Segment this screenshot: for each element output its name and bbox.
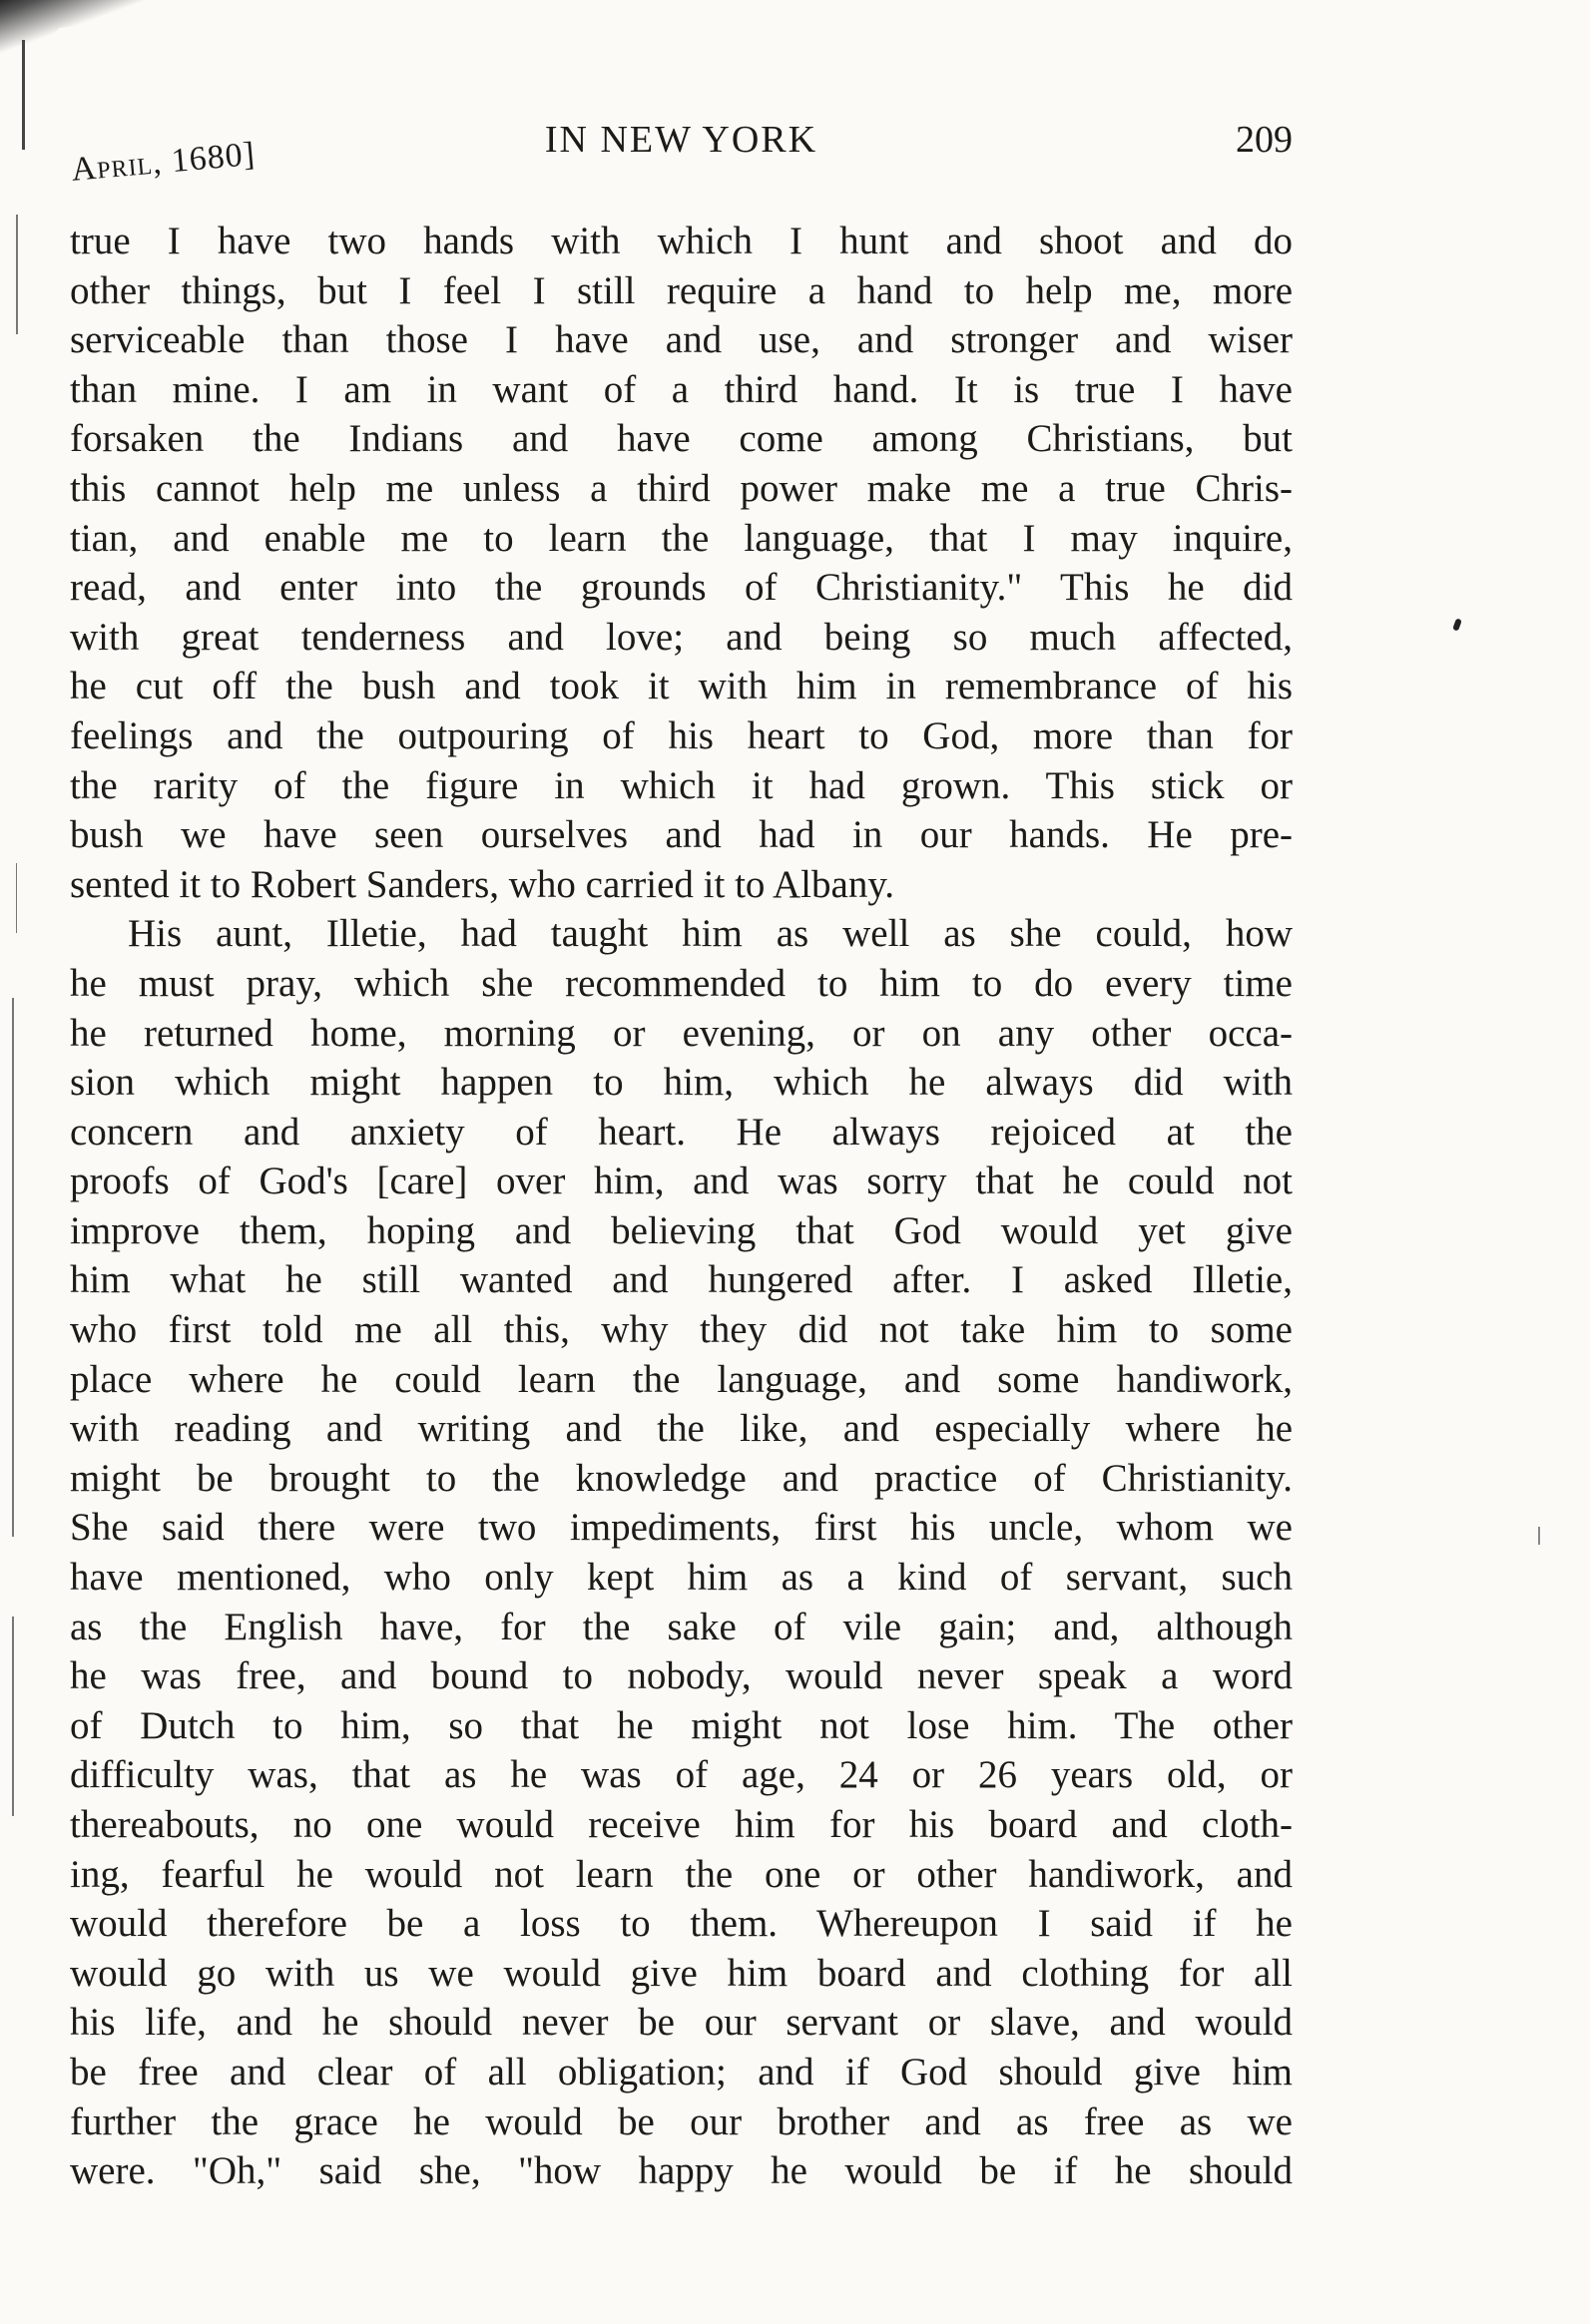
text-line: who first told me all this, why they did not take him to some	[70, 1308, 1293, 1352]
text-line: sented it to Robert Sanders, who carried it to Albany.	[70, 862, 895, 906]
text-line: forsaken the Indians and have come among Christians, but	[70, 417, 1293, 461]
text-line: he returned home, morning or evening, or on any other occa-	[70, 1011, 1293, 1055]
text-line: place where he could learn the language, and some handiwork,	[70, 1357, 1293, 1401]
text-line: his life, and he should never be our servant or slave, and would	[70, 2001, 1293, 2045]
ink-speck	[1452, 618, 1462, 631]
text-line: he was free, and bound to nobody, would never speak a word	[70, 1654, 1293, 1698]
running-head-title: IN NEW YORK	[544, 119, 818, 161]
scan-mark	[1538, 1527, 1540, 1545]
text-line: be free and clear of all obligation; and if God should give him	[70, 2050, 1293, 2093]
text-line: concern and anxiety of heart. He always rejoiced at the	[70, 1110, 1293, 1154]
text-line: proofs of God's [care] over him, and was sorry that he could not	[70, 1160, 1293, 1203]
text-line: he cut off the bush and took it with him in remembrance of his	[70, 665, 1293, 708]
text-line: as the English have, for the sake of vile gain; and, although	[70, 1605, 1293, 1648]
scan-corner-shadow	[0, 0, 299, 70]
text-line: tian, and enable me to learn the language, that I may inquire,	[70, 516, 1293, 560]
text-line: serviceable than those I have and use, and stronger and wiser	[70, 318, 1293, 362]
text-line: him what he still wanted and hungered after. I asked Illetie,	[70, 1258, 1293, 1302]
text-line: feelings and the outpouring of his heart to God, more than for	[70, 713, 1293, 757]
running-head-date: April, 1680]	[70, 135, 258, 189]
margin-mark	[16, 215, 18, 334]
text-line: with great tenderness and love; and being so much affected,	[70, 615, 1293, 659]
margin-mark	[12, 998, 14, 1537]
text-line: thereabouts, no one would receive him for his board and cloth-	[70, 1803, 1293, 1846]
text-line: of Dutch to him, so that he might not lose him. The other	[70, 1703, 1293, 1747]
paragraph-start-line: His aunt, Illetie, had taught him as well as she could, how	[128, 912, 1293, 956]
text-line: were. "Oh," said she, "how happy he would be if he should	[70, 2149, 1293, 2193]
text-line: would go with us we would give him board and clothing for all	[70, 1951, 1293, 1995]
text-line: true I have two hands with which I hunt and shoot and do	[70, 220, 1293, 262]
body-text	[70, 217, 1293, 2196]
text-line: sion which might happen to him, which he always did with	[70, 1061, 1293, 1105]
text-line: he must pray, which she recommended to him to do every time	[70, 961, 1293, 1005]
text-line: would therefore be a loss to them. Whereupon I said if he	[70, 1902, 1293, 1946]
margin-mark	[12, 1617, 14, 1816]
text-line: other things, but I feel I still require a hand to help me, more	[70, 268, 1293, 312]
text-line: bush we have seen ourselves and had in our hands. He pre-	[70, 813, 1293, 857]
margin-mark	[16, 863, 17, 933]
text-line: this cannot help me unless a third power make me a true Chris-	[70, 466, 1293, 510]
text-line: ing, fearful he would not learn the one or other handiwork, and	[70, 1852, 1293, 1896]
page-number: 209	[1236, 119, 1293, 161]
text-line: difficulty was, that as he was of age, 24 or 26 years old, or	[70, 1753, 1293, 1797]
text-line: the rarity of the figure in which it had grown. This stick or	[70, 763, 1293, 807]
text-line: might be brought to the knowledge and practice of Christianity.	[70, 1456, 1293, 1500]
text-line: improve them, hoping and believing that God would yet give	[70, 1208, 1293, 1252]
text-line: further the grace he would be our brother and as free as we	[70, 2099, 1293, 2143]
text-line: read, and enter into the grounds of Christianity." This he did	[70, 566, 1293, 610]
text-line: than mine. I am in want of a third hand. It is true I have	[70, 367, 1293, 411]
text-line: She said there were two impediments, first his uncle, whom we	[70, 1506, 1293, 1550]
text-line: with reading and writing and the like, and especially where he	[70, 1407, 1293, 1451]
text-line: have mentioned, who only kept him as a kind of servant, such	[70, 1556, 1293, 1600]
running-header	[70, 118, 1293, 188]
scan-edge-mark	[22, 40, 25, 150]
